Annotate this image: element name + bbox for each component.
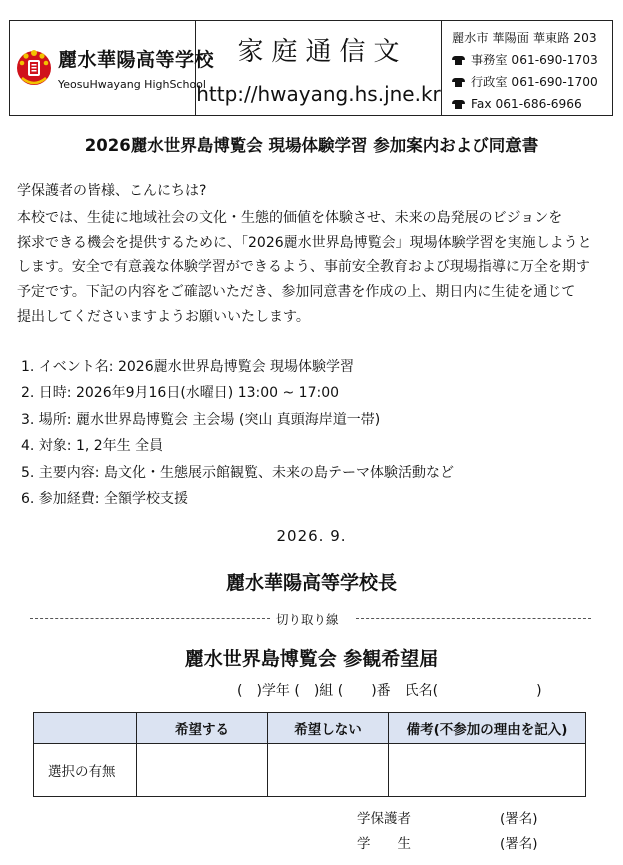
participation-table (33, 712, 586, 797)
student-signature-field[interactable]: (署名) (500, 836, 538, 852)
intro-line: 本校では、生徒に地域社会の文化・生態的価値を体験させ、未来の島発展のビジョンを (17, 210, 563, 226)
table-header-remarks: 備考(不参加の理由を記入) (389, 713, 586, 744)
row-label-selection: 選択の有無 (34, 744, 137, 797)
guardian-label: 学保護者 (357, 811, 411, 827)
guardian-signature-field[interactable]: (署名) (500, 811, 538, 827)
intro-paragraph (17, 206, 613, 330)
event-target-item: 4. 対象: 1, 2年生 全員 (21, 438, 164, 455)
event-name-item: 1. イベント名: 2026麗水世界島博覧会 現場体験学習 (21, 359, 355, 375)
decline-cell[interactable] (268, 744, 389, 797)
cut-line-dash (30, 618, 270, 619)
student-info-line[interactable]: ( )学年 ( )組 ( )番 氏名( ) (237, 683, 542, 699)
intro-line: します。安全で有意義な体験学習ができるよう、事前安全教育および現場指導に万全を期す (17, 259, 590, 276)
cut-line-label: 切り取り線 (276, 612, 339, 627)
admin-phone: 行政室 061-690-1700 (471, 75, 598, 89)
intro-line: 提出してくださいますようお願いいたします。 (17, 308, 310, 325)
cut-line (30, 610, 591, 626)
table-row (34, 744, 586, 797)
remarks-cell[interactable] (389, 744, 586, 797)
school-emblem-icon (16, 42, 52, 94)
event-content-item: 5. 主要内容: 島文化・生態展示館観覧、未来の島テーマ体験活動など (21, 464, 454, 481)
phone-icon (452, 56, 465, 65)
student-label: 学 生 (357, 836, 411, 852)
table-header-decline: 希望しない (268, 713, 389, 744)
form-title: 麗水世界島博覧会 参観希望届 (184, 648, 439, 670)
greeting: 学保護者の皆様、こんにちは? (17, 183, 207, 199)
phone-icon (452, 78, 465, 87)
table-header-attend: 希望する (137, 713, 268, 744)
principal-signature: 麗水華陽高等学校長 (225, 572, 397, 594)
fax-number: Fax 061-686-6966 (471, 97, 582, 111)
event-datetime-item: 2. 日時: 2026年9月16日(水曜日) 13:00 ~ 17:00 (21, 385, 340, 402)
office-phone: 事務室 061-690-1703 (471, 53, 598, 67)
school-name-en: YeosuHwayang HighSchool (58, 78, 206, 91)
letterhead (9, 20, 613, 116)
school-block (10, 21, 215, 115)
event-cost-item: 6. 参加経費: 全額学校支援 (21, 490, 188, 507)
attend-cell[interactable] (137, 744, 268, 797)
school-url: http://hwayang.hs.jne.kr (196, 81, 441, 106)
letter-type-title: 家庭通信文 (237, 36, 408, 67)
school-address: 麗水市 華陽面 華東路 203 (452, 31, 597, 45)
intro-line: 予定です。下記の内容をご確認いただき、参加同意書を作成の上、期日内に生徒を通じて (17, 284, 576, 301)
issue-date: 2026. 9. (276, 527, 347, 545)
letter-title-block (196, 21, 442, 115)
table-header-blank (34, 713, 137, 744)
event-location-item: 3. 場所: 麗水世界島博覧会 主会場 (突山 真頭海岸道一帯) (21, 411, 381, 428)
contact-block (442, 21, 612, 115)
cut-line-dash (356, 618, 591, 619)
school-name: 麗水華陽高等学校 (58, 49, 215, 71)
document-title: 2026麗水世界島博覧会 現場体験学習 参加案内および同意書 (84, 136, 539, 155)
fax-icon (452, 100, 465, 109)
event-details-list (21, 354, 454, 512)
intro-line: 探求できる機会を提供するために、「2026麗水世界島博覧会」現場体験学習を実施しようと (17, 234, 592, 251)
